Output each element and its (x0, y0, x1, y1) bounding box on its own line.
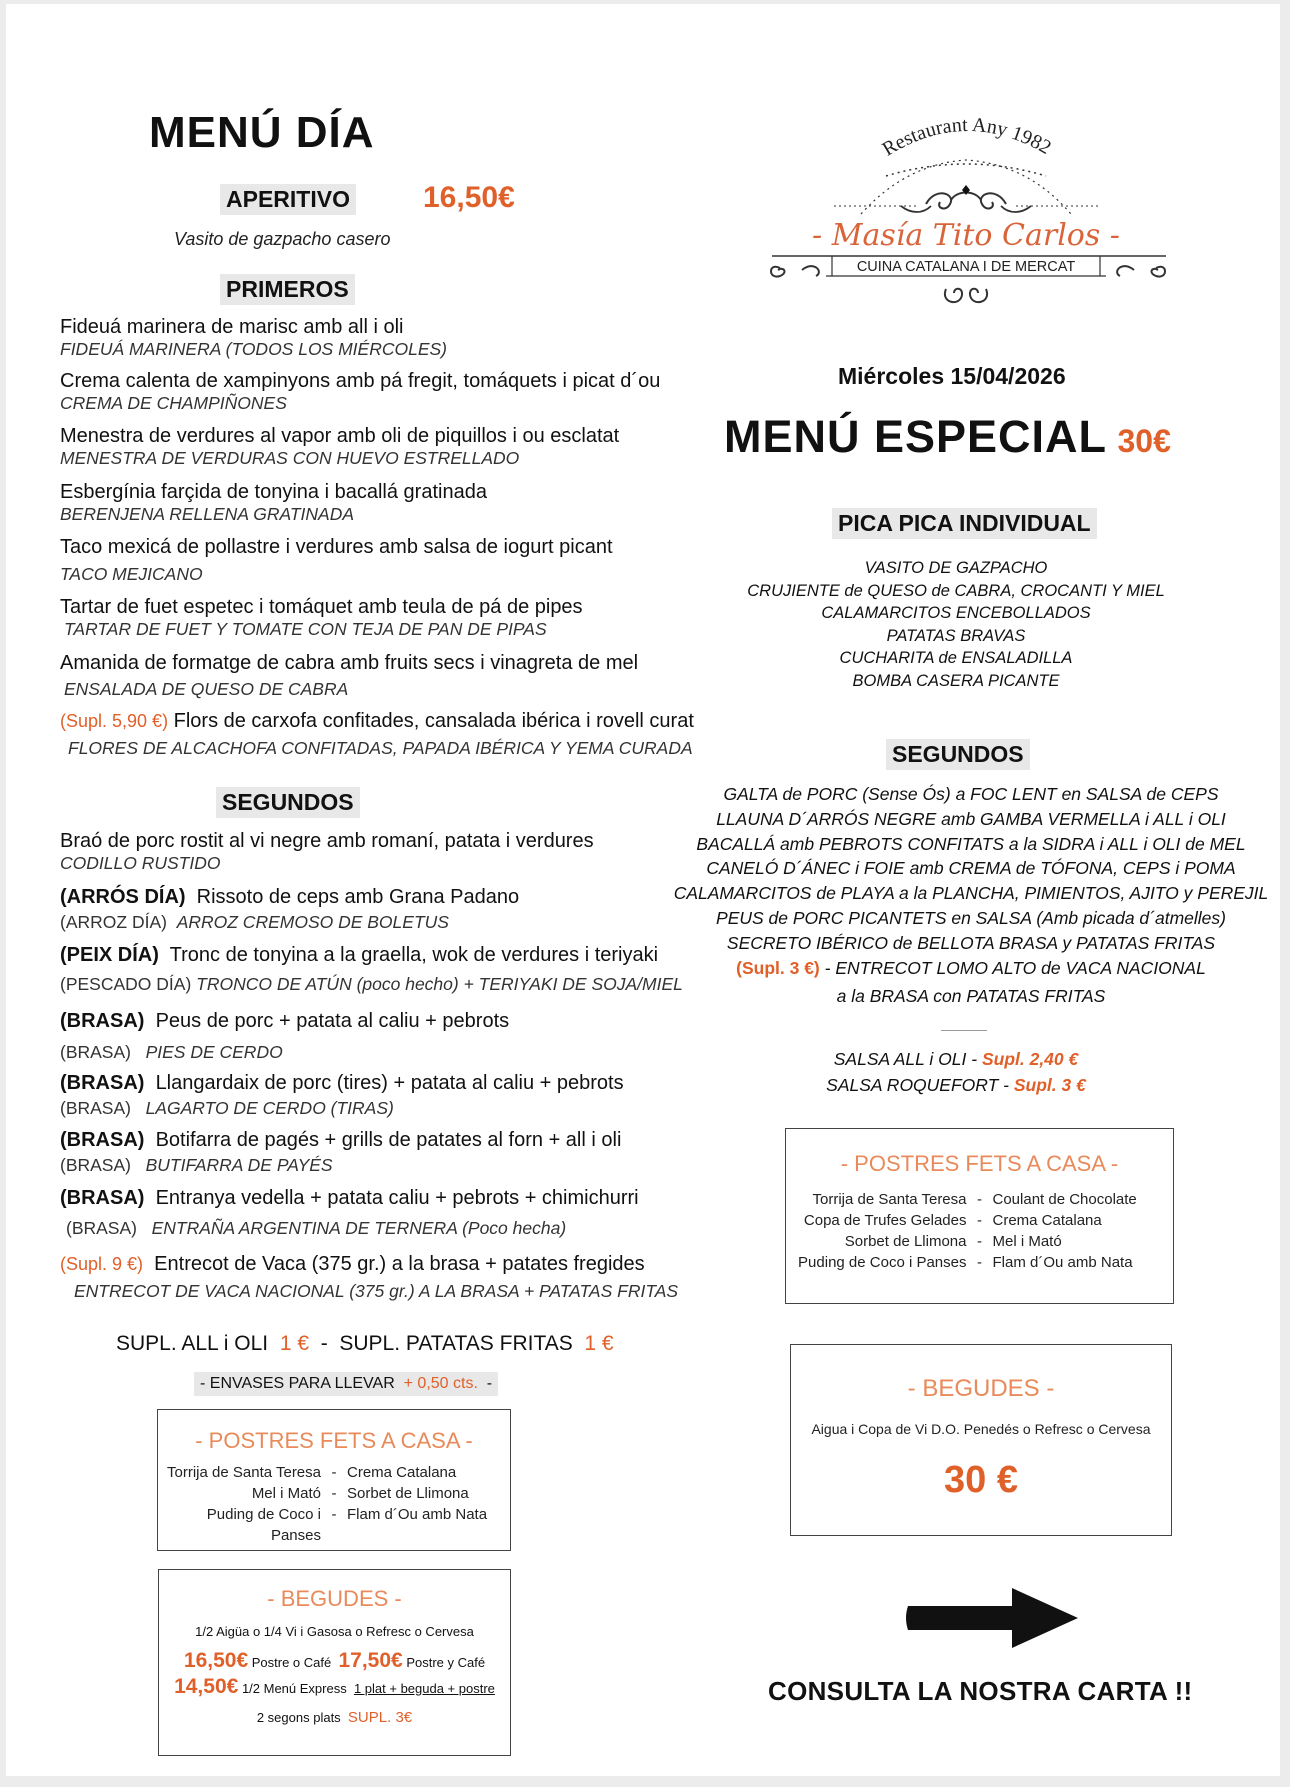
divider (941, 1030, 987, 1031)
dish-es-tag: (BRASA) (60, 1042, 131, 1062)
list-item (60, 316, 700, 370)
dish-es: BERENJENA RELLENA GRATINADA (60, 504, 355, 524)
begudes-box-left (158, 1569, 511, 1756)
dish-es: TACO MEJICANO (60, 564, 203, 584)
dish-ca: Tronc de tonyina a la graella, wok de verdures i teriyaki (169, 944, 659, 966)
postre-right: Flam d´Ou amb Nata (347, 1506, 488, 1523)
dish-ca: Entrecot de Vaca (375 gr.) a la brasa + patates fregides (154, 1253, 645, 1275)
supl-patatas-price: 1 € (584, 1332, 614, 1355)
begudes-line4-supl: SUPL. 3€ (347, 1709, 413, 1726)
postre-left: Sorbet de Llimona (844, 1233, 967, 1250)
dish-ca: Rissoto de ceps amb Grana Padano (196, 886, 520, 908)
postre-left: Torrija de Santa Teresa (167, 1464, 321, 1481)
dish-ca: Llangardaix de porc (tires) + patata al caliu + pebrots (155, 1072, 624, 1094)
dish-ca: Taco mexicá de pollastre i verdures amb salsa de iogurt picant (60, 536, 613, 558)
postres-title: - POSTRES FETS A CASA - (195, 1428, 473, 1453)
list-item: CRUJIENTE de QUESO de CABRA, CROCANTI Y MIEL (747, 581, 1165, 600)
supplement-price: (Supl. 5,90 €) (60, 711, 169, 731)
postre-row: Sorbet de Llimona - Mel i Mató (786, 1231, 1173, 1252)
dish-ca: Entranya vedella + patata caliu + pebrots + chimichurri (155, 1187, 639, 1209)
supl-sep: - (320, 1332, 328, 1355)
consulta-carta: CONSULTA LA NOSTRA CARTA !! (768, 1676, 1193, 1706)
begudes-line: Aigua i Copa de Vi D.O. Penedés o Refresc o Cervesa (811, 1421, 1151, 1437)
postres-title: - POSTRES FETS A CASA - (840, 1151, 1119, 1176)
menu-especial-header (724, 411, 1171, 463)
supplements-line (116, 1332, 614, 1356)
begudes-label-2: Postre y Café (406, 1655, 486, 1670)
supl-patatas: SUPL. PATATAS FRITAS (339, 1332, 573, 1355)
list-item: LLAUNA D´ARRÓS NEGRE amb GAMBA VERMELLA i ALL i OLI (716, 808, 1226, 829)
begudes-line4 (159, 1709, 510, 1726)
list-item (60, 596, 700, 652)
dish-es-tag: (PESCADO DÍA) (60, 974, 192, 994)
salsa-supl: Supl. 2,40 € (981, 1049, 1079, 1069)
dish-tag: (ARRÓS DÍA) (60, 886, 186, 908)
postres-box-right (785, 1128, 1174, 1304)
list-item (666, 956, 1276, 981)
dish-ca: Peus de porc + patata al caliu + pebrots (155, 1010, 510, 1032)
list-item: BOMBA CASERA PICANTE (852, 671, 1060, 690)
dish-es: MENESTRA DE VERDURAS CON HUEVO ESTRELLADO (60, 448, 520, 468)
postre-row: Torrija de Santa Teresa - Crema Catalana (158, 1462, 510, 1483)
dish-ca: Braó de porc rostit al vi negre amb romaní, patata i verdures (60, 830, 594, 852)
dish-es: CREMA DE CHAMPIÑONES (60, 393, 287, 413)
list-item (60, 1253, 700, 1311)
menu-especial-price: 30€ (1117, 423, 1171, 459)
list-item: VASITO DE GAZPACHO (864, 559, 1048, 577)
dish-es: BUTIFARRA DE PAYÉS (145, 1155, 333, 1175)
salsa-name: SALSA ALL i OLI - (833, 1049, 978, 1069)
list-item (60, 1072, 700, 1129)
pica-title: PICA PICA INDIVIDUAL (832, 508, 1097, 539)
restaurant-logo (766, 104, 1166, 314)
list-item: CALAMARCITOS de PLAYA a la PLANCHA, PIMIENTOS, AJITO y PEREJIL (673, 883, 1269, 904)
list-item: CANELÓ D´ÁNEC i FOIE amb CREMA de TÓFONA, CEPS i POMA (706, 858, 1236, 879)
dish-es: TRONCO DE ATÚN (poco hecho) + TERIYAKI DE SOJA/MIEL (196, 974, 683, 994)
dish-es: TARTAR DE FUET Y TOMATE CON TEJA DE PAN DE PIPAS (64, 619, 547, 639)
arrow-right-icon (904, 1586, 1080, 1650)
postre-left: Puding de Coco i Panses (206, 1506, 321, 1544)
postre-right: Sorbet de Llimona (347, 1485, 469, 1502)
begudes-title: - BEGUDES - (907, 1375, 1055, 1402)
logo-arc-text: Restaurant Any 1982 (878, 113, 1055, 161)
segundos-list (60, 830, 700, 1311)
begudes-title: - BEGUDES - (267, 1586, 402, 1611)
begudes-price: 30 € (944, 1459, 1018, 1501)
list-item (60, 886, 700, 944)
dish-es: FLORES DE ALCACHOFA CONFITADAS, PAPADA IBÉRICA Y YEMA CURADA (68, 738, 693, 758)
dish-tag: (BRASA) (60, 1187, 145, 1209)
dish-ca: Menestra de verdures al vapor amb oli de piquillos i ou esclatat (60, 425, 620, 447)
postre-right: Flam d´Ou amb Nata (992, 1254, 1133, 1271)
dish-es: ARROZ CREMOSO DE BOLETUS (176, 912, 449, 932)
begudes-price-2: 17,50€ (338, 1649, 403, 1672)
list-item: a la BRASA con PATATAS FRITAS (836, 986, 1106, 1007)
aperitivo-item: Vasito de gazpacho casero (174, 229, 391, 249)
postre-row: Torrija de Santa Teresa - Coulant de Chocolate (786, 1189, 1173, 1210)
postre-left: Mel i Mató (251, 1485, 321, 1502)
primeros-list (60, 316, 700, 770)
postre-left: Copa de Trufes Gelades (803, 1212, 967, 1229)
list-item (60, 944, 700, 1010)
dish-es: PIES DE CERDO (145, 1042, 283, 1062)
begudes-line2 (159, 1649, 510, 1673)
list-item (696, 1046, 1216, 1072)
begudes-line3 (159, 1675, 510, 1699)
postres-box-left (157, 1409, 511, 1551)
dish-ca: Crema calenta de xampinyons amb pá fregit, tomáquets i picat d´ou (60, 370, 661, 392)
envases-line (194, 1372, 498, 1396)
pica-list (696, 557, 1216, 692)
menu-dia-price: 16,50€ (423, 181, 515, 214)
begudes-label-3: 1/2 Menú Express (241, 1681, 347, 1696)
list-item: GALTA de PORC (Sense Ós) a FOC LENT en SALSA de CEPS (723, 784, 1219, 804)
list-item (60, 1187, 700, 1253)
salsa-name: SALSA ROQUEFORT - (826, 1075, 1009, 1095)
dish-ca: Tartar de fuet espetec i tomáquet amb teula de pá de pipes (60, 596, 583, 618)
segundos-title-right: SEGUNDOS (886, 739, 1030, 770)
entrecot-text: - ENTRECOT LOMO ALTO de VACA NACIONAL (824, 957, 1206, 978)
postre-left: Puding de Coco i Panses (798, 1254, 967, 1271)
dish-tag: (BRASA) (60, 1010, 145, 1032)
salsa-supl: Supl. 3 € (1013, 1075, 1086, 1095)
dish-es: FIDEUÁ MARINERA (TODOS LOS MIÉRCOLES) (60, 339, 447, 359)
supl-allioli-price: 1 € (279, 1332, 310, 1355)
dish-ca: Flors de carxofa confitades, cansalada ibérica i rovell curat (173, 710, 694, 732)
begudes-line1: 1/2 Aigüa o 1/4 Vi i Gasosa o Refresc o Cervesa (195, 1624, 474, 1639)
dish-ca: Amanida de formatge de cabra amb fruits secs i vinagreta de mel (60, 652, 639, 674)
dish-es: CODILLO RUSTIDO (60, 853, 221, 873)
salsas-list (696, 1046, 1216, 1098)
svg-text:Restaurant Any 1982 (879, 114, 1055, 161)
list-item (60, 710, 700, 770)
postre-left: Torrija de Santa Teresa (812, 1191, 967, 1208)
list-item (60, 425, 700, 481)
dish-es: ENSALADA DE QUESO DE CABRA (64, 679, 349, 699)
dish-ca: Botifarra de pagés + grills de patates al forn + all i oli (155, 1129, 622, 1151)
dish-es-tag: (ARROZ DÍA) (60, 912, 167, 932)
begudes-label-1: Postre o Café (251, 1655, 332, 1670)
list-item: CALAMARCITOS ENCEBOLLADOS (821, 604, 1091, 622)
begudes-price-1: 16,50€ (183, 1649, 249, 1672)
dish-es-tag: (BRASA) (60, 1155, 131, 1175)
postre-right: Crema Catalana (992, 1212, 1102, 1229)
postre-row: Copa de Trufes Gelades - Crema Catalana (786, 1210, 1173, 1231)
menu-dia-title: MENÚ DÍA (149, 108, 375, 157)
logo-tagline: CUINA CATALANA I DE MERCAT (856, 259, 1076, 275)
list-item: SECRETO IBÉRICO de BELLOTA BRASA y PATATAS FRITAS (726, 932, 1216, 953)
entrecot-supl: (Supl. 3 €) (736, 957, 820, 978)
dish-es-tag: (BRASA) (60, 1098, 131, 1118)
dish-es: ENTRAÑA ARGENTINA DE TERNERA (Poco hecha) (151, 1218, 567, 1238)
begudes-price-3: 14,50€ (174, 1675, 239, 1698)
dish-es: LAGARTO DE CERDO (TIRAS) (145, 1098, 394, 1118)
logo-name: - Masía Tito Carlos - (812, 218, 1120, 253)
list-item: PATATAS BRAVAS (886, 626, 1026, 645)
dish-tag: (PEIX DÍA) (60, 944, 159, 966)
primeros-title: PRIMEROS (220, 274, 355, 305)
postre-row: Puding de Coco i Panses - Flam d´Ou amb Nata (786, 1252, 1173, 1273)
segundos-title-left: SEGUNDOS (216, 787, 360, 818)
begudes-box-right (790, 1344, 1172, 1536)
list-item (696, 1072, 1216, 1098)
dish-es: ENTRECOT DE VACA NACIONAL (375 gr.) A LA BRASA + PATATAS FRITAS (74, 1281, 679, 1301)
dish-es-tag: (BRASA) (66, 1218, 137, 1238)
list-item (60, 830, 700, 886)
list-item (60, 1010, 700, 1072)
list-item: CUCHARITA de ENSALADILLA (839, 649, 1073, 667)
list-item: BACALLÁ amb PEBROTS CONFITATS a la SIDRA i ALL i OLI de MEL (696, 833, 1246, 854)
begudes-line4-text: 2 segons plats (256, 1710, 341, 1725)
dish-ca: Fideuá marinera de marisc amb all i oli (60, 316, 404, 338)
begudes-detail-3: 1 plat + beguda + postre (353, 1681, 495, 1696)
envases-price: + 0,50 cts. (403, 1375, 478, 1392)
dish-tag: (BRASA) (60, 1072, 145, 1094)
list-item: PEUS de PORC PICANTETS en SALSA (Amb picada d´atmelles) (716, 907, 1226, 928)
logo-ornament (766, 104, 1166, 314)
menu-date: Miércoles 15/04/2026 (838, 363, 1066, 389)
envases-dash: - (486, 1375, 493, 1392)
aperitivo-label: APERITIVO (220, 184, 356, 215)
supplement-price: (Supl. 9 €) (60, 1254, 144, 1274)
especial-segundos-list (666, 782, 1276, 1009)
dish-tag: (BRASA) (60, 1129, 145, 1151)
postre-right: Crema Catalana (347, 1464, 457, 1481)
postre-right: Mel i Mató (992, 1233, 1062, 1250)
list-item (60, 536, 700, 596)
list-item (60, 652, 700, 710)
menu-especial-title: MENÚ ESPECIAL (724, 411, 1108, 462)
dish-ca: Esbergínia farçida de tonyina i bacallá gratinada (60, 481, 487, 503)
list-item (60, 370, 700, 425)
menu-page (6, 4, 1280, 1776)
postre-row: Puding de Coco i Panses - Flam d´Ou amb Nata (158, 1504, 510, 1546)
postre-row: Mel i Mató - Sorbet de Llimona (158, 1483, 510, 1504)
envases-label: - ENVASES PARA LLEVAR (200, 1375, 395, 1392)
list-item (60, 481, 700, 536)
list-item (60, 1129, 700, 1187)
supl-allioli: SUPL. ALL i OLI (116, 1332, 269, 1355)
postre-right: Coulant de Chocolate (992, 1191, 1137, 1208)
